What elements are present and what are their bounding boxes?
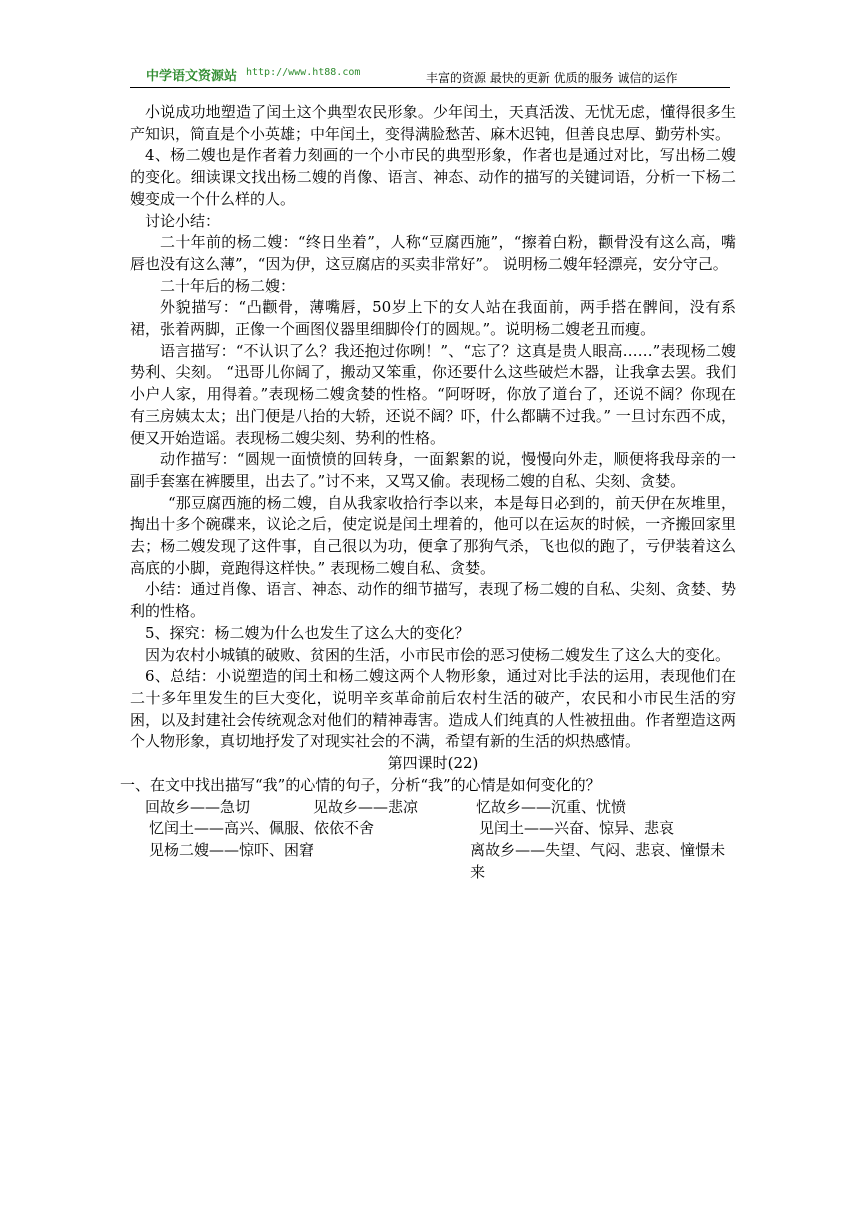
site-url[interactable]: http://www.ht88.com	[246, 67, 361, 78]
paragraph-quote: “那豆腐西施的杨二嫂，自从我家收拾行李以来，本是每日必到的，前天伊在灰堆里，掏出十多个碗碟来，议论之后，使定说是闰土埋着的，他可以在运灰的时候，一齐搬回家里去；杨二嫂发现了这件事，自己很以为功，便拿了那狗气杀，飞也似的跑了，亏伊装着这么高底的小脚，竟跑得这样快。” 表现杨二嫂自私、贪婪。	[130, 493, 736, 577]
header-rule	[130, 87, 730, 88]
mood-row-2	[130, 818, 736, 840]
paragraph-conclusion: 小结：通过肖像、语言、神态、动作的细节描写，表现了杨二嫂的自私、尖刻、贪婪、势利的性格。	[130, 580, 736, 621]
paragraph-appearance: 外貌描写：“凸颧骨，薄嘴唇，50岁上下的女人站在我面前，两手搭在髀间，没有系裙，张着两脚，正像一个画图仪器里细脚伶仃的圆规。”。说明杨二嫂老丑而瘦。	[130, 298, 736, 339]
paragraph-explore-answer: 因为农村小城镇的破败、贫困的生活，小市民市侩的恶习使杨二嫂发生了这么大的变化。	[145, 645, 731, 664]
paragraph-action: 动作描写：“圆规一面愤愤的回转身，一面絮絮的说，慢慢向外走，顺便将我母亲的一副手套塞在裤腰里，出去了。”讨不来，又骂又偷。表现杨二嫂的自私、尖刻、贪婪。	[130, 450, 736, 490]
paragraph-explore-question: 5、探究：杨二嫂为什么也发生了这么大的变化？	[145, 623, 470, 642]
mood-item: 回故乡——急切	[145, 797, 251, 816]
paragraph-language: 语言描写：“不认识了么？我还抱过你咧！”、“忘了？这真是贵人眼高……”表现杨二嫂势利、尖刻。 “迅哥儿你阔了，搬动又笨重，你还要什么这些破烂木器，让我拿去罢。我们小户人家，用得着。”表现杨二嫂贪婪的性格。“阿呀呀，你放了道台了，还说不阔？你现在有三房姨太太；出门便是八抬的大轿，还说不阔？吓，什么都瞒不过我。” 一旦讨东西不成，便又开始造谣。表现杨二嫂尖刻、势利的性格。	[130, 341, 736, 447]
paragraph-runtu-summary: 小说成功地塑造了闰土这个典型农民形象。少年闰土，天真活泼、无忧无虑，懂得很多生产知识，简直是个小英雄；中年闰土，变得满脸愁苦、麻木迟钝，但善良忠厚、勤劳朴实。	[130, 103, 736, 143]
mood-item: 忆闰土——高兴、佩服、依依不舍	[149, 819, 375, 838]
paragraph-twenty-years-ago: 二十年前的杨二嫂：“终日坐着”，人称“豆腐西施”，“擦着白粉，颧骨没有这么高，嘴唇也没有这么薄”，“因为伊，这豆腐店的买卖非常好”。 说明杨二嫂年轻漂亮，安分守己。	[130, 233, 736, 273]
lesson-title: 第四课时(22)	[387, 754, 479, 773]
site-logo[interactable]: 中学语文资源站	[146, 69, 238, 84]
paragraph-twenty-years-later: 二十年后的杨二嫂：	[160, 276, 296, 295]
question-text: 一、在文中找出描写“我”的心情的句子，分析“我”的心情是如何变化的？	[120, 775, 601, 794]
mood-item: 见闰土——兴奋、惊异、悲哀	[479, 819, 675, 838]
mood-row-1	[130, 797, 736, 819]
page-header	[130, 62, 730, 90]
mood-item: 忆故乡——沉重、忧愤	[476, 797, 627, 816]
mood-item: 见杨二嫂——惊吓、困窘	[149, 840, 315, 859]
header-tagline: 丰富的资源 最快的更新 优质的服务 诚信的运作	[426, 71, 678, 85]
paragraph-summary: 6、总结：小说塑造的闰土和杨二嫂这两个人物形象，通过对比手法的运用，表现他们在二十多年里发生的巨大变化，说明辛亥革命前后农村生活的破产，农民和小市民生活的穷困，以及封建社会传统观念对他们的精神毒害。造成人们纯真的人性被扭曲。作者塑造这两个人物形象，真切地抒发了对现实社会的不满，希望有新的生活的炽热感情。	[130, 667, 736, 751]
mood-row-3	[130, 840, 736, 883]
paragraph-discussion-label: 讨论小结：	[145, 211, 221, 230]
mood-item: 见故乡——悲凉	[313, 797, 419, 816]
document-body	[120, 102, 736, 883]
mood-item: 离故乡——失望、气闷、悲哀、憧憬未来	[470, 840, 726, 881]
paragraph-yang-task: 4、杨二嫂也是作者着力刻画的一个小市民的典型形象，作者也是通过对比，写出杨二嫂的变化。细读课文找出杨二嫂的肖像、语言、神态、动作的描写的关键词语，分析一下杨二嫂变成一个什么样的人。	[130, 146, 736, 208]
